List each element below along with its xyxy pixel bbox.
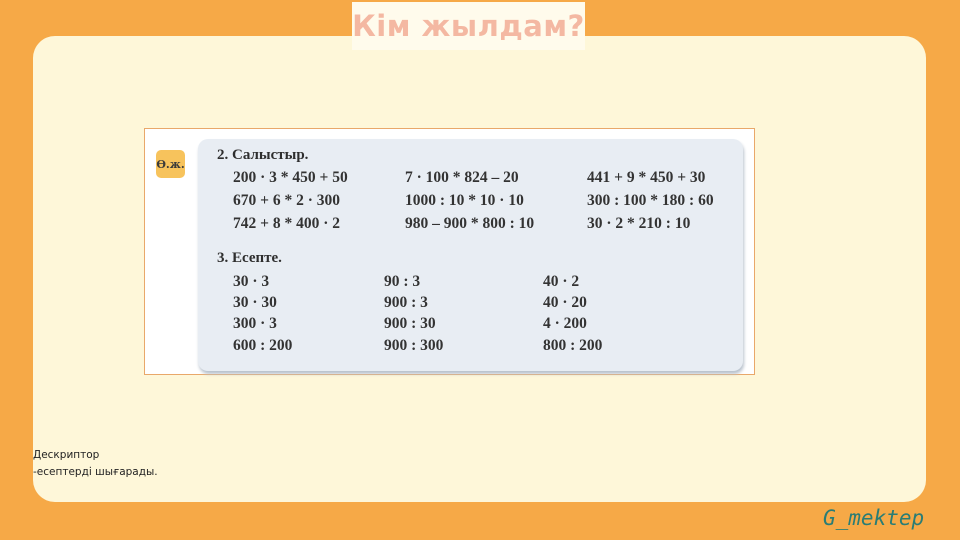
task3-expression: 900 : 300 — [384, 337, 444, 354]
task2-expression: 300 : 100 * 180 : 60 — [587, 192, 714, 209]
task2-expression: 742 + 8 * 400 · 2 — [233, 215, 341, 232]
task3-expression: 800 : 200 — [543, 337, 603, 354]
task2-title: 2. Салыстыр. — [217, 147, 309, 163]
task3-expression: 30 · 3 — [233, 273, 270, 290]
task3-expression: 300 · 3 — [233, 315, 277, 332]
task3-expression: 900 : 30 — [384, 315, 436, 332]
brand-logo: G_mektep — [823, 506, 925, 530]
task3-expression: 4 · 200 — [543, 315, 587, 332]
descriptor-line: -есептерді шығарады. — [33, 466, 158, 478]
title-box — [352, 2, 585, 50]
work-type-badge: Ө.ж. — [156, 150, 185, 178]
descriptor-heading: Дескриптор — [33, 449, 100, 461]
task2-expression: 7 · 100 * 824 – 20 — [405, 169, 519, 186]
task3-expression: 600 : 200 — [233, 337, 293, 354]
task3-expression: 30 · 30 — [233, 294, 277, 311]
task3-expression: 90 : 3 — [384, 273, 421, 290]
task2-expression: 1000 : 10 * 10 · 10 — [405, 192, 524, 209]
task2-expression: 670 + 6 * 2 · 300 — [233, 192, 341, 209]
task3-expression: 40 · 2 — [543, 273, 580, 290]
task3-expression: 40 · 20 — [543, 294, 587, 311]
task2-expression: 30 · 2 * 210 : 10 — [587, 215, 691, 232]
task3-expression: 900 : 3 — [384, 294, 428, 311]
slide-title: Кім жылдам? — [352, 9, 585, 43]
task3-title: 3. Есепте. — [217, 250, 282, 266]
task2-expression: 980 – 900 * 800 : 10 — [405, 215, 535, 232]
task2-expression: 200 · 3 * 450 + 50 — [233, 169, 348, 186]
task2-expression: 441 + 9 * 450 + 30 — [587, 169, 706, 186]
